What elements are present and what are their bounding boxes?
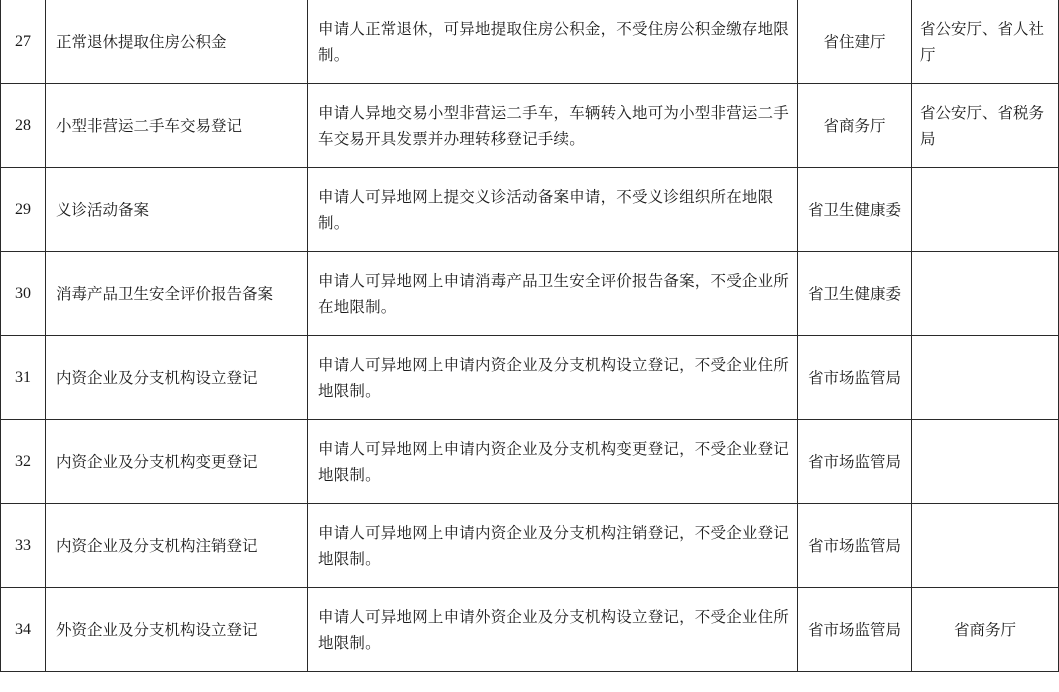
lead-department: 省卫生健康委 [798, 252, 912, 336]
item-name: 义诊活动备案 [46, 168, 308, 252]
item-name: 消毒产品卫生安全评价报告备案 [46, 252, 308, 336]
cooperating-departments: 省商务厅 [912, 588, 1059, 672]
item-description: 申请人可异地网上申请内资企业及分支机构设立登记，不受企业住所地限制。 [308, 336, 798, 420]
cooperating-departments: 省公安厅、省人社厅 [912, 0, 1059, 84]
lead-department: 省市场监管局 [798, 420, 912, 504]
item-description: 申请人可异地网上提交义诊活动备案申请，不受义诊组织所在地限制。 [308, 168, 798, 252]
item-description: 申请人可异地网上申请外资企业及分支机构设立登记，不受企业住所地限制。 [308, 588, 798, 672]
item-name: 小型非营运二手车交易登记 [46, 84, 308, 168]
item-description: 申请人异地交易小型非营运二手车，车辆转入地可为小型非营运二手车交易开具发票并办理转移登记手续。 [308, 84, 798, 168]
lead-department: 省市场监管局 [798, 588, 912, 672]
table-row [1, 420, 1059, 504]
row-number: 33 [1, 504, 46, 588]
item-name: 内资企业及分支机构变更登记 [46, 420, 308, 504]
cooperating-departments [912, 252, 1059, 336]
item-name: 正常退休提取住房公积金 [46, 0, 308, 84]
table-row [1, 252, 1059, 336]
row-number: 31 [1, 336, 46, 420]
cooperating-departments [912, 420, 1059, 504]
item-name: 内资企业及分支机构注销登记 [46, 504, 308, 588]
cooperating-departments [912, 336, 1059, 420]
row-number: 32 [1, 420, 46, 504]
item-name: 外资企业及分支机构设立登记 [46, 588, 308, 672]
cooperating-departments: 省公安厅、省税务局 [912, 84, 1059, 168]
lead-department: 省市场监管局 [798, 336, 912, 420]
item-description: 申请人正常退休，可异地提取住房公积金，不受住房公积金缴存地限制。 [308, 0, 798, 84]
table-row [1, 168, 1059, 252]
item-description: 申请人可异地网上申请内资企业及分支机构注销登记，不受企业登记地限制。 [308, 504, 798, 588]
table-row [1, 0, 1059, 84]
lead-department: 省住建厅 [798, 0, 912, 84]
lead-department: 省卫生健康委 [798, 168, 912, 252]
cooperating-departments [912, 168, 1059, 252]
table-row [1, 336, 1059, 420]
row-number: 29 [1, 168, 46, 252]
table-row [1, 588, 1059, 672]
row-number: 30 [1, 252, 46, 336]
row-number: 27 [1, 0, 46, 84]
item-name: 内资企业及分支机构设立登记 [46, 336, 308, 420]
item-description: 申请人可异地网上申请内资企业及分支机构变更登记，不受企业登记地限制。 [308, 420, 798, 504]
lead-department: 省商务厅 [798, 84, 912, 168]
item-description: 申请人可异地网上申请消毒产品卫生安全评价报告备案，不受企业所在地限制。 [308, 252, 798, 336]
cooperating-departments [912, 504, 1059, 588]
table-row [1, 84, 1059, 168]
table-row [1, 504, 1059, 588]
lead-department: 省市场监管局 [798, 504, 912, 588]
row-number: 34 [1, 588, 46, 672]
row-number: 28 [1, 84, 46, 168]
